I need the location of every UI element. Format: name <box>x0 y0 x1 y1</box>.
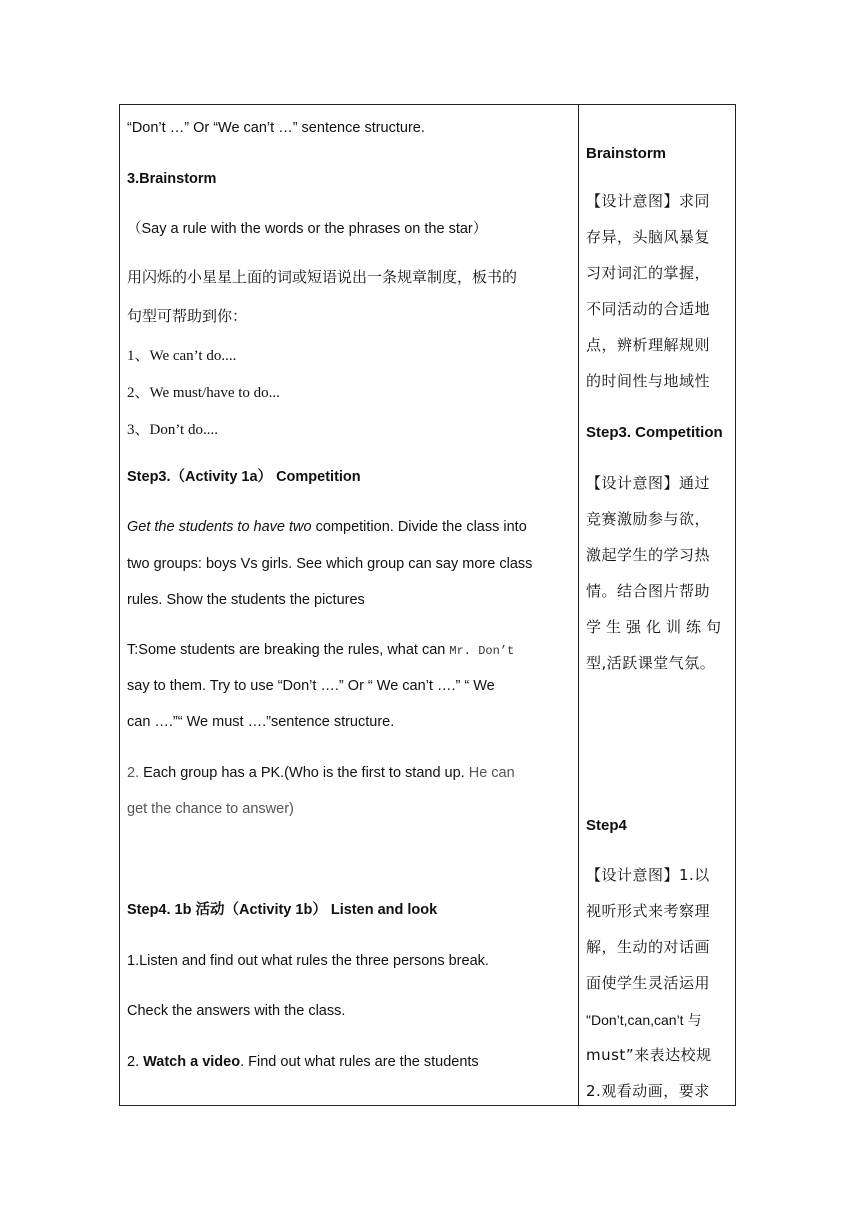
text-line: “Don’t …” Or “We can’t …” sentence structure. <box>127 120 425 136</box>
sentence-pattern-3: 3、Don’t do.... <box>127 422 218 438</box>
list-number: 2. <box>127 1054 144 1070</box>
sentence-pattern-2: 2、We must/have to do... <box>127 385 280 401</box>
design-intent-line: 面使学生灵活运用 <box>586 974 711 992</box>
design-intent-line: 习对词汇的掌握， <box>586 264 711 282</box>
design-intent-line: 【设计意图】求同 <box>586 192 711 210</box>
design-intent-line: 【设计意图】通过 <box>586 474 711 492</box>
design-intent-line: 2.观看动画，要求 <box>586 1082 710 1100</box>
text-span: . Find out what rules are the students <box>240 1054 479 1070</box>
design-intent-line: 【设计意图】1.以 <box>586 866 710 884</box>
brainstorm-heading: 3.Brainstorm <box>127 171 217 187</box>
text-span: He can <box>464 765 515 781</box>
paragraph-line <box>127 640 514 661</box>
right-brainstorm-heading: Brainstorm <box>586 145 667 162</box>
design-intent-line: must”来表达校规 <box>586 1046 712 1064</box>
right-step4-heading: Step4 <box>586 817 627 834</box>
sentence-pattern-1: 1、We can’t do.... <box>127 348 237 364</box>
paragraph-line: say to them. Try to use “Don’t ….” Or “ We can’t ….” “ We <box>127 678 495 694</box>
paragraph-line: Check the answers with the class. <box>127 1003 346 1019</box>
text-span: Each group has a PK.(Who is the first to stand up. <box>139 765 465 781</box>
paragraph-line: can ….”“ We must ….”sentence structure. <box>127 714 395 730</box>
design-intent-line: 存异，头脑风暴复 <box>586 228 711 246</box>
list-number: 2. <box>127 765 140 781</box>
design-intent-line: 型,活跃课堂气氛。 <box>586 654 716 672</box>
right-step3-heading: Step3. Competition <box>586 424 723 441</box>
step4-heading: Step4. 1b 活动（Activity 1b） Listen and look <box>127 902 438 918</box>
design-intent-line: "Don’t,can,can’t 与 <box>586 1012 702 1028</box>
column-divider <box>578 105 579 1105</box>
text-span: competition. Divide the class into <box>311 519 527 535</box>
text-span: Mr. Don’t <box>449 644 515 658</box>
design-intent-line: 不同活动的合适地 <box>586 300 711 318</box>
text-span: T:Some students are breaking the rules, what can <box>127 642 446 658</box>
paragraph-line: 1.Listen and find out what rules the three persons break. <box>127 953 489 969</box>
design-intent-line: 竞赛激励参与欲， <box>586 510 711 528</box>
chinese-instruction-line2: 句型可帮助到你： <box>127 307 248 325</box>
design-intent-line: 学生强化训练句 <box>586 618 727 636</box>
paragraph-line: two groups: boys Vs girls. See which group can say more class <box>127 556 533 572</box>
paragraph-line <box>127 1052 479 1072</box>
design-intent-line: 激起学生的学习热 <box>586 546 711 564</box>
design-intent-line: 的时间性与地域性 <box>586 372 711 390</box>
chinese-instruction-line1: 用闪烁的小星星上面的词或短语说出一条规章制度，板书的 <box>127 268 518 286</box>
paragraph-line: get the chance to answer) <box>127 801 294 817</box>
bold-text: Watch a video <box>143 1054 241 1070</box>
design-intent-line: 点，辨析理解规则 <box>586 336 711 354</box>
design-intent-line: 视听形式来考察理 <box>586 902 711 920</box>
paragraph-line <box>127 517 571 537</box>
brainstorm-instruction: （Say a rule with the words or the phrases on the star） <box>127 221 488 237</box>
italic-text: Get the students to have two <box>127 519 312 535</box>
paragraph-line <box>127 763 515 783</box>
design-intent-line: 解，生动的对话画 <box>586 938 711 956</box>
design-intent-line: 情。结合图片帮助 <box>586 582 711 600</box>
paragraph-line: rules. Show the students the pictures <box>127 592 365 608</box>
step3-heading: Step3.（Activity 1a） Competition <box>127 469 361 485</box>
